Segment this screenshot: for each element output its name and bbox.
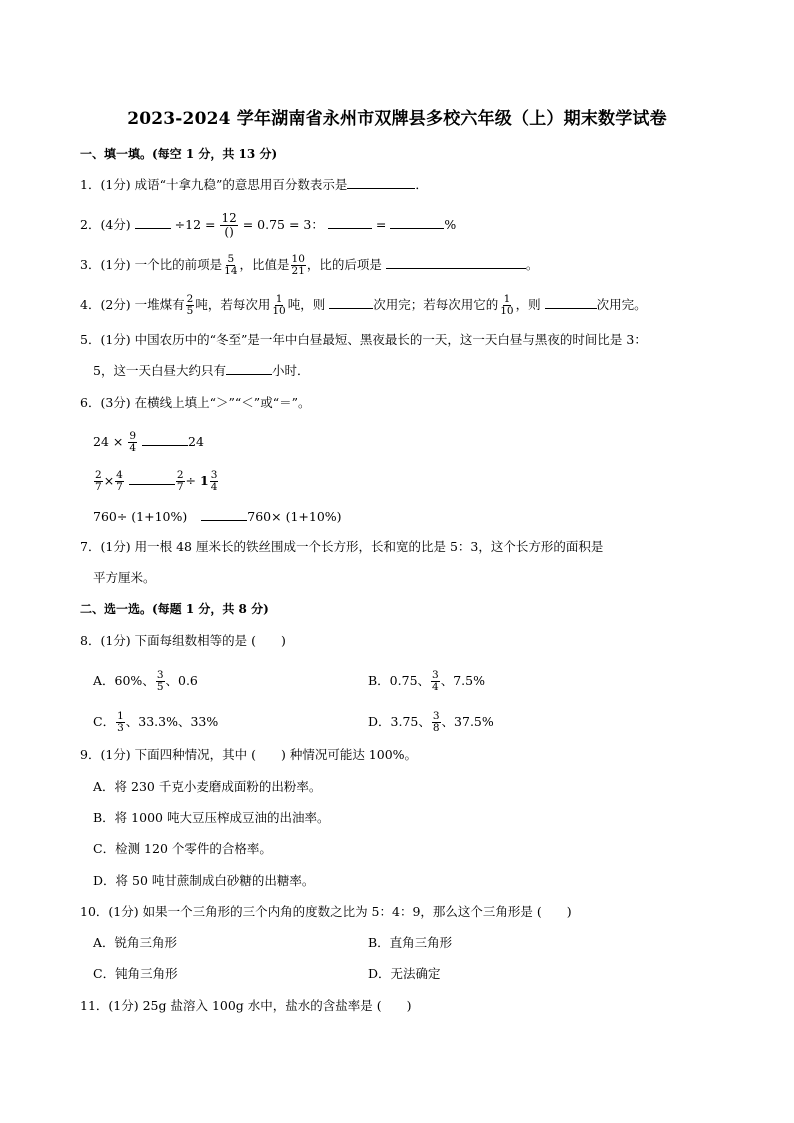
q3-text: 3．(1分) 一个比的前项是: [80, 257, 223, 272]
exam-title: 2023-2024 学年湖南省永州市双牌县多校六年级（上）期末数学试卷: [127, 109, 667, 129]
q8-option-d[interactable]: D．3.75、 $\frac{3}{8}$ 、37.5%: [368, 710, 494, 734]
q4-text: 4．(2分) 一堆煤有: [80, 297, 185, 312]
fraction: $\frac{2}{5}$: [186, 293, 194, 317]
answer-blank[interactable]: [347, 176, 415, 189]
section-2-heading: 二、选一选。(每题 1 分，共 8 分): [80, 602, 269, 616]
question-9: 9．(1分) 下面四种情况，其中 ( ) 种情况可能达 100%。: [80, 747, 418, 762]
q6-row-2: [93, 470, 219, 493]
q9-option-b[interactable]: B．将 1000 吨大豆压榨成豆油的出油率。: [93, 810, 330, 825]
answer-blank[interactable]: [545, 296, 597, 309]
answer-blank[interactable]: [142, 433, 188, 446]
fraction: $\frac{3}{5}$: [156, 669, 164, 693]
question-7: 7．(1分) 用一根 48 厘米长的铁丝围成一个长方形，长和宽的比是 5：3，这个长方形的面积是: [80, 539, 604, 554]
q2-text: = 0.75 = 3：: [242, 217, 324, 232]
fraction: $\frac{2}{7}$: [176, 469, 184, 493]
answer-blank[interactable]: [226, 362, 272, 375]
q8-option-c[interactable]: C． $\frac{1}{3}$ 、33.3%、33%: [93, 710, 219, 734]
fraction: $\frac{1}{10}$: [272, 293, 286, 317]
q3-text: ，比的后项是: [306, 257, 382, 272]
q6-row-3: [93, 508, 342, 525]
question-4: [80, 294, 647, 317]
q10-option-a[interactable]: A．锐角三角形: [93, 935, 178, 950]
answer-blank[interactable]: [390, 216, 444, 229]
q6-text: 760× (1+10%): [247, 509, 342, 524]
question-7-cont: 平方厘米。: [93, 570, 156, 585]
q4-text: 吨，若每次用: [195, 297, 271, 312]
question-10: 10．(1分) 如果一个三角形的三个内角的度数之比为 5：4：9，那么这个三角形是 ( ): [80, 904, 572, 919]
q2-label: 2．(4分): [80, 217, 131, 232]
fraction: $\frac{1}{10}$: [500, 293, 514, 317]
question-2: [80, 212, 456, 239]
q6-text: ×: [103, 473, 115, 488]
q2-text: %: [444, 217, 457, 232]
q6-text: 24: [188, 434, 204, 449]
q9-option-a[interactable]: A．将 230 千克小麦磨成面粉的出粉率。: [93, 779, 322, 794]
q9-option-c[interactable]: C．检测 120 个零件的合格率。: [93, 841, 272, 856]
q6-text: 24 ×: [93, 434, 124, 449]
q9-option-d[interactable]: D．将 50 吨甘蔗制成白砂糖的出糖率。: [93, 873, 315, 888]
question-6: 6．(3分) 在横线上填上“＞”“＜”或“＝”。: [80, 395, 311, 410]
section-1-heading: 一、填一填。(每空 1 分，共 13 分): [80, 147, 278, 161]
q1-text: 1．(1分) 成语“十拿九稳”的意思用百分数表示是: [80, 177, 348, 192]
q6-text: 760÷ (1+10%): [93, 509, 188, 524]
q1-suffix: ．: [415, 177, 428, 192]
question-8: 8．(1分) 下面每组数相等的是 ( ): [80, 633, 286, 648]
q10-option-c[interactable]: C．钝角三角形: [93, 966, 178, 981]
q6-text: ÷: [185, 473, 197, 488]
q5-text: 5，这一天白昼大约只有: [93, 363, 226, 378]
question-3: [80, 254, 538, 277]
question-1: [80, 176, 428, 193]
question-5: 5．(1分) 中国农历中的“冬至”是一年中白昼最短、黑夜最长的一天，这一天白昼与黑夜的时间比是 3：: [80, 332, 647, 347]
q8-option-b[interactable]: B．0.75、 $\frac{3}{4}$ 、7.5%: [368, 669, 485, 693]
q2-text: ÷12 =: [174, 217, 216, 232]
fraction: $\frac{3}{8}$: [432, 710, 440, 734]
q10-option-b[interactable]: B．直角三角形: [368, 935, 453, 950]
answer-blank[interactable]: [328, 216, 372, 229]
fraction: $\frac{2}{7}$: [95, 469, 102, 493]
question-11: 11．(1分) 25g 盐溶入 100g 水中，盐水的含盐率是 ( ): [80, 998, 412, 1013]
q4-text: ，则: [515, 297, 541, 312]
answer-blank[interactable]: [201, 508, 247, 521]
q5-text: 小时．: [271, 363, 310, 378]
q10-option-d[interactable]: D．无法确定: [368, 966, 441, 981]
fraction: $\frac{10}{21}$: [291, 253, 305, 277]
answer-blank[interactable]: [386, 256, 526, 269]
q4-text: 次用完。: [596, 297, 647, 312]
fraction: $\frac{9}{4}$: [129, 430, 137, 454]
fraction: $\frac{4}{7}$: [116, 469, 123, 493]
answer-blank[interactable]: [135, 216, 171, 229]
fraction: $\frac{3}{4}$: [210, 469, 218, 493]
fraction: $\frac{5}{14}$: [224, 253, 238, 277]
q3-text: ，比值是: [239, 257, 290, 272]
mixed-integer: 1: [200, 473, 209, 488]
q4-text: 吨，则: [287, 297, 326, 312]
q3-text: 。: [525, 257, 539, 272]
q2-text: =: [375, 217, 387, 232]
question-5-cont: [93, 362, 309, 379]
q6-row-1: [93, 431, 204, 454]
answer-blank[interactable]: [329, 296, 373, 309]
q4-text: 次用完；若每次用它的: [373, 297, 499, 312]
fraction: $\frac{1}{3}$: [117, 710, 124, 734]
answer-blank[interactable]: [129, 472, 175, 485]
fraction: $\frac{12}{()}$: [221, 211, 237, 239]
fraction: $\frac{3}{4}$: [432, 669, 439, 693]
q8-option-a[interactable]: A．60%、 $\frac{3}{5}$ 、0.6: [93, 669, 198, 693]
